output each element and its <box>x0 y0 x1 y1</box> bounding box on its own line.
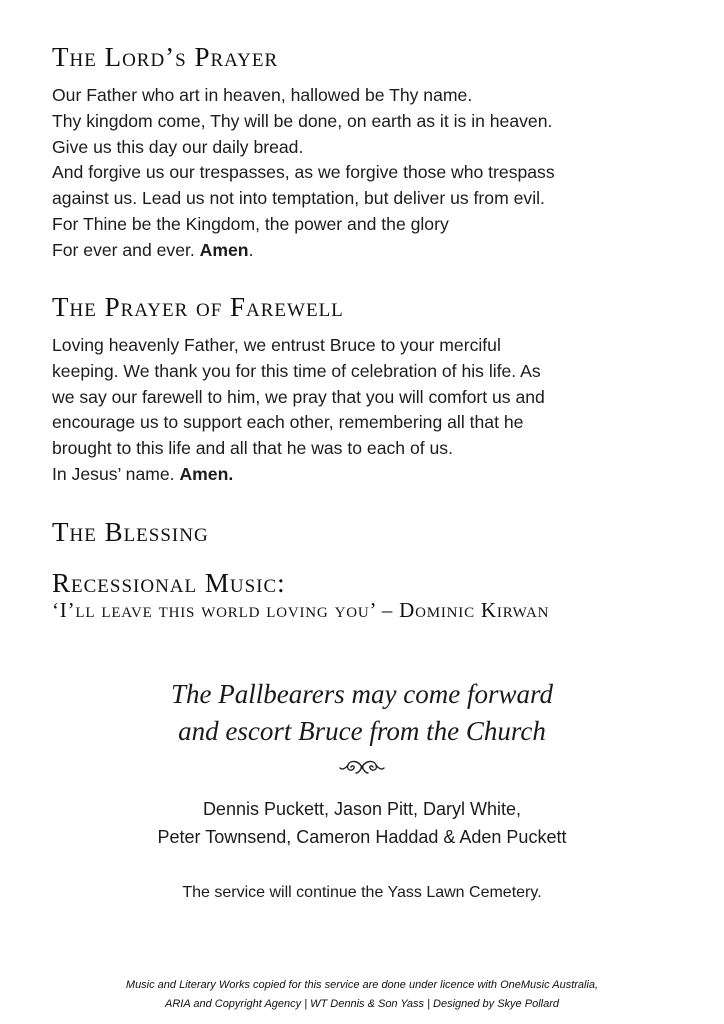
lords-prayer-heading: The Lord’s Prayer <box>52 42 279 72</box>
pallbearers-note-line: and escort Bruce from the Church <box>178 716 546 746</box>
farewell-prayer-last-line <box>52 462 662 488</box>
farewell-prayer-line: brought to this life and all that he was to each of us. <box>52 438 453 459</box>
farewell-prayer-heading: The Prayer of Farewell <box>52 292 344 322</box>
blessing-heading: The Blessing <box>52 517 209 547</box>
farewell-prayer-last-text: In Jesus’ name. <box>52 463 180 484</box>
lords-prayer-line: Our Father who art in heaven, hallowed be Thy name. <box>52 85 473 105</box>
lords-prayer-line: against us. Lead us not into temptation, but deliver us from evil. <box>52 188 545 209</box>
lords-prayer-last-line <box>52 238 662 264</box>
lords-prayer-line: For Thine be the Kingdom, the power and the glory <box>52 213 449 234</box>
farewell-prayer-line: Loving heavenly Father, we entrust Bruce to your merciful <box>52 335 501 355</box>
lords-prayer-line: Give us this day our daily bread. <box>52 136 304 157</box>
farewell-prayer-line: encourage us to support each other, remembering all that he <box>52 412 524 433</box>
pallbearers-note-line: The Pallbearers may come forward <box>171 679 553 709</box>
footer-line: ARIA and Copyright Agency | WT Dennis & Son Yass | Designed by Skye Pollard <box>165 998 559 1010</box>
service-continuation: The service will continue the Yass Lawn Cemetery. <box>182 884 542 901</box>
lords-prayer-line: Thy kingdom come, Thy will be done, on earth as it is in heaven. <box>52 110 553 131</box>
lords-prayer-last-text: For ever and ever. <box>52 239 200 260</box>
lords-prayer-line: And forgive us our trespasses, as we forgive those who trespass <box>52 162 555 183</box>
pallbearer-names-line: Peter Townsend, Cameron Haddad & Aden Puckett <box>157 827 567 847</box>
flourish-ornament-icon <box>338 756 386 778</box>
pallbearers-note <box>0 676 724 750</box>
pallbearer-names-line: Dennis Puckett, Jason Pitt, Daryl White, <box>202 799 522 819</box>
farewell-prayer-text <box>52 333 662 488</box>
licence-footer <box>0 976 724 1014</box>
lords-prayer-amen: Amen <box>199 239 249 260</box>
lords-prayer-period: . <box>248 239 254 260</box>
farewell-prayer-amen: Amen. <box>179 463 234 484</box>
lords-prayer-text <box>52 83 662 264</box>
footer-line: Music and Literary Works copied for this service are done under licence with OneMusic Australia, <box>125 979 599 991</box>
farewell-prayer-line: keeping. We thank you for this time of celebration of his life. As <box>52 360 541 381</box>
farewell-prayer-line: we say our farewell to him, we pray that you will comfort us and <box>52 386 545 407</box>
recessional-song: ‘I’ll leave this world loving you’ – Dominic Kirwan <box>52 598 550 622</box>
recessional-heading: Recessional Music: <box>52 568 286 598</box>
pallbearer-names <box>0 795 724 851</box>
